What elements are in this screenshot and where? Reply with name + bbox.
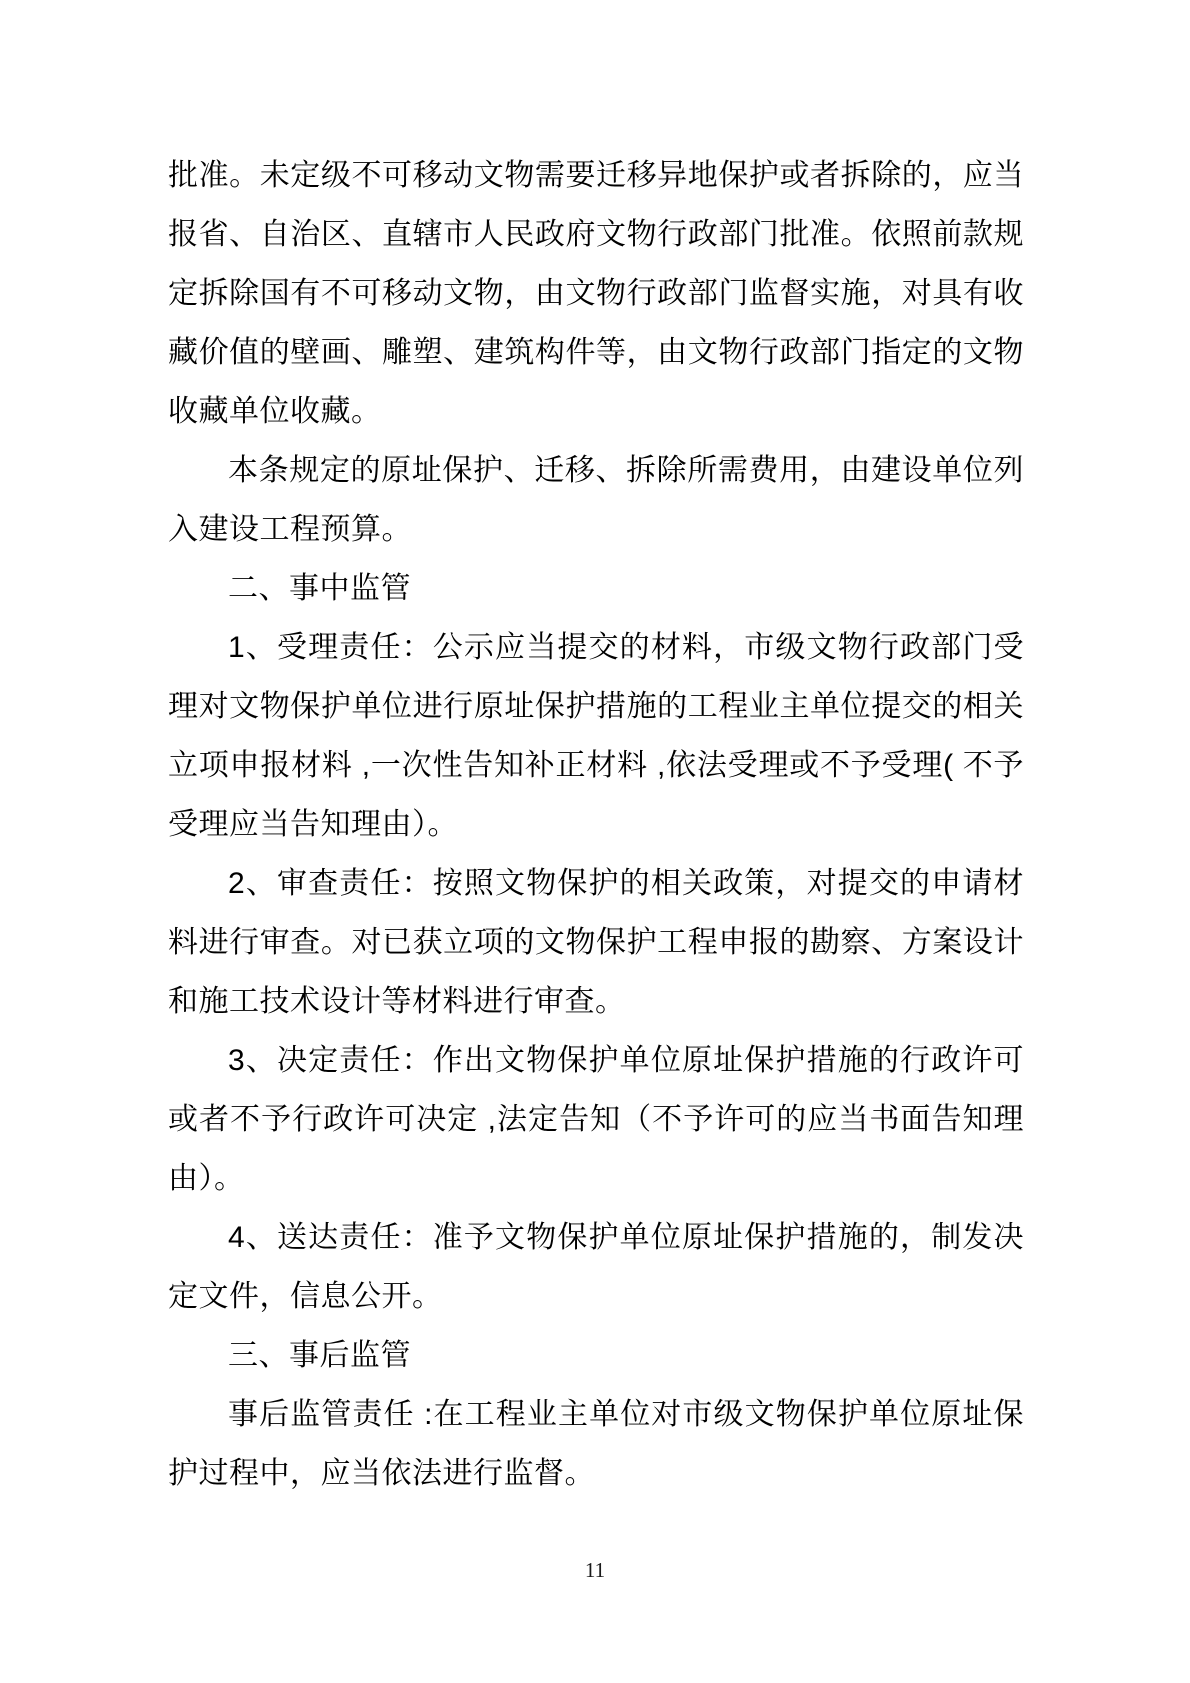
document-body-text [168,146,1024,1503]
page-number: 11 [584,1558,606,1582]
paragraph-8: 三、事后监管 [228,1339,411,1372]
paragraph-7: 4、送达责任：准予文物保护单位原址保护措施的，制发决定文件，信息公开。 [168,1221,1024,1313]
paragraph-9: 事后监管责任 :在工程业主单位对市级文物保护单位原址保护过程中，应当依法进行监督。 [168,1398,1024,1490]
paragraph-2: 本条规定的原址保护、迁移、拆除所需费用，由建设单位列入建设工程预算。 [168,454,1024,546]
paragraph-1: 批准。未定级不可移动文物需要迁移异地保护或者拆除的，应当报省、自治区、直辖市人民政府文物行政部门批准。依照前款规定拆除国有不可移动文物，由文物行政部门监督实施，对具有收藏价值的壁画、雕塑、建筑构件等，由文物行政部门指定的文物收藏单位收藏。 [168,159,1024,428]
paragraph-4: 1、受理责任：公示应当提交的材料，市级文物行政部门受理对文物保护单位进行原址保护措施的工程业主单位提交的相关立项申报材料 ,一次性告知补正材料 ,依法受理或不予受理( 不予受理应当告知理由）。 [168,631,1024,841]
paragraph-5: 2、审查责任：按照文物保护的相关政策，对提交的申请材料进行审查。对已获立项的文物保护工程申报的勘察、方案设计和施工技术设计等材料进行审查。 [168,867,1024,1018]
paragraph-3: 二、事中监管 [228,572,411,605]
paragraph-6: 3、决定责任：作出文物保护单位原址保护措施的行政许可或者不予行政许可决定 ,法定告知（不予许可的应当书面告知理由）。 [168,1044,1024,1195]
